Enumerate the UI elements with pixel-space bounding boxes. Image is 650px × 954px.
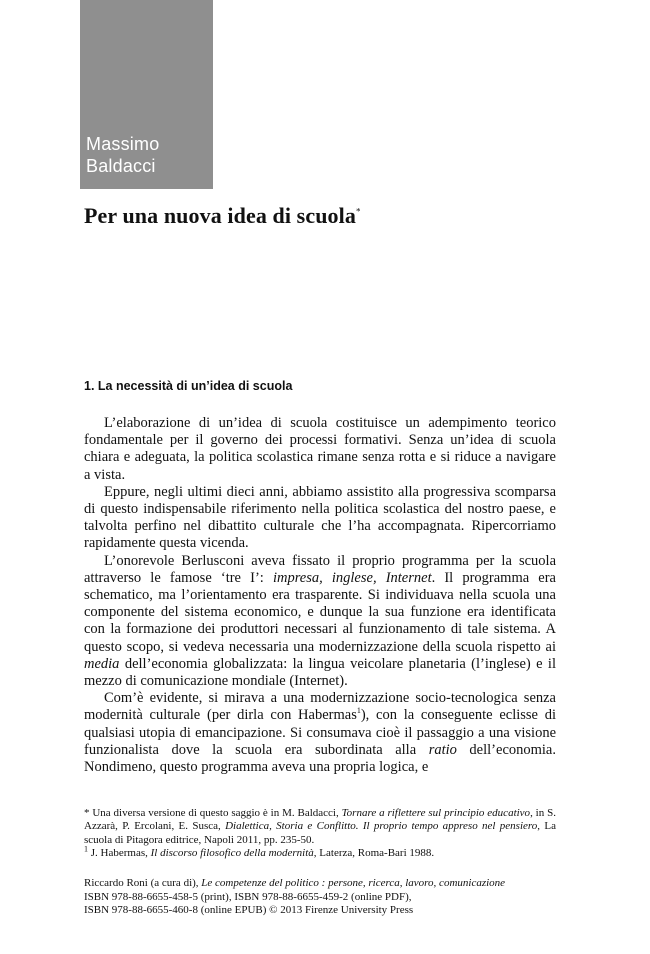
title-footnote-mark[interactable]: * [355,206,361,217]
footnote-1-text-2: , Laterza, Roma-Bari 1988. [313,847,435,860]
paragraph-3-part-3: dell’economia globalizzata: la lingua veicolare planetaria (l’inglese) e il mezzo di comunicazione mondiale (Internet). [84,655,556,690]
section-heading: 1. La necessità di un’idea di scuola [84,379,293,393]
footnote-star-mark: * [84,807,90,819]
footnote-1-text-1: J. Habermas, [88,847,151,860]
paragraph-3-part-1: L’onorevole Berlusconi aveva fissato il proprio programma per la scuola attraverso le famose ‘tre I’: [84,552,556,586]
footnote-star-text-1: Una diversa versione di questo saggio è in M. Baldacci, [89,807,342,819]
footnote-star-text-2: , in S. Azzarà, P. Ercolani, E. Susca, [84,807,556,833]
paragraph-3-italic-2: media [84,655,120,672]
footnote-ref-1[interactable]: 1 [356,706,361,716]
publisher-info [84,877,564,918]
publisher-editor: Riccardo Roni (a cura di), [84,877,202,889]
footnote-star-text-3: , La scuola di Pitagora editrice, Napoli 2011, pp. 235-50. [84,820,556,846]
author-first-name: Massimo [86,134,160,154]
author-box [80,0,213,189]
footnote-1-italic: Il discorso filosofico della modernità [150,847,314,860]
footnote-1 [84,844,556,860]
footnotes [84,807,556,861]
footnote-1-mark: 1 [84,844,88,854]
paragraph-2: Eppure, negli ultimi dieci anni, abbiamo assistito alla progressiva scomparsa di questo indispensabile riferimento nella politica scolastica del nostro paese, e talvolta perfino nel dibattito culturale che l’ha accompagnata. Ripercorriamo rapidamente questa vicenda. [84,483,556,552]
publisher-book-title: Le competenze del politico : persone, ricerca, lavoro, comunicazione [201,877,506,889]
footnote-star-italic-2: Dialettica, Storia e Conflitto. Il proprio tempo appreso nel pensiero [225,820,538,833]
publisher-isbn-line-1: ISBN 978-88-6655-458-5 (print), ISBN 978-88-6655-459-2 (online PDF), [84,890,412,903]
publisher-isbn-line-2: ISBN 978-88-6655-460-8 (online EPUB) © 2013 Firenze University Press [84,904,414,917]
footnote-star-italic-1: Tornare a riflettere sul principio educativo [341,807,531,819]
paragraph-1: L’elaborazione di un’idea di scuola costituisce un adempimento teorico fondamentale per il governo dei processi formativi. Senza un’idea di scuola chiara e adeguata, la politica scolastica rimane senza rotta e si riduce a navigare a vista. [84,415,556,483]
paragraph-3-italic-1: impresa, inglese, Internet [272,569,432,586]
author-last-name: Baldacci [86,156,156,176]
chapter-title-text: Per una nuova idea di scuola [84,203,356,228]
paragraph-4-part-2: ), con la conseguente eclisse di qualsiasi utopia di emancipazione. Si consumava cioè il passaggio a una visione funzionalista dove la scuola era subordinata alla [84,707,556,758]
publisher-line-1 [84,877,564,891]
paragraph-4-italic: ratio [428,741,457,758]
paragraph-4 [84,690,556,776]
paragraph-4-part-1: Com’è evidente, si mirava a una modernizzazione socio-tecnologica senza modernità culturale (per dirla con Habermas [84,690,556,724]
footnote-star [84,807,556,847]
paragraph-4-part-3: dell’economia. Nondimeno, questo programma aveva una propria logica, e [84,741,556,776]
chapter-title [84,203,361,229]
body-text [84,415,556,776]
paragraph-3 [84,553,556,691]
paragraph-3-part-2: . Il programma era schematico, ma l’orientamento era trasparente. Si individuava nella scuola una componente del sistema economico, e dunque la sua funzione era identificata con la formazione dei produttori necessari al funzionamento di tale sistema. A questo scopo, si vedeva necessaria una modernizzazione della scuola rispetto ai [84,569,556,655]
